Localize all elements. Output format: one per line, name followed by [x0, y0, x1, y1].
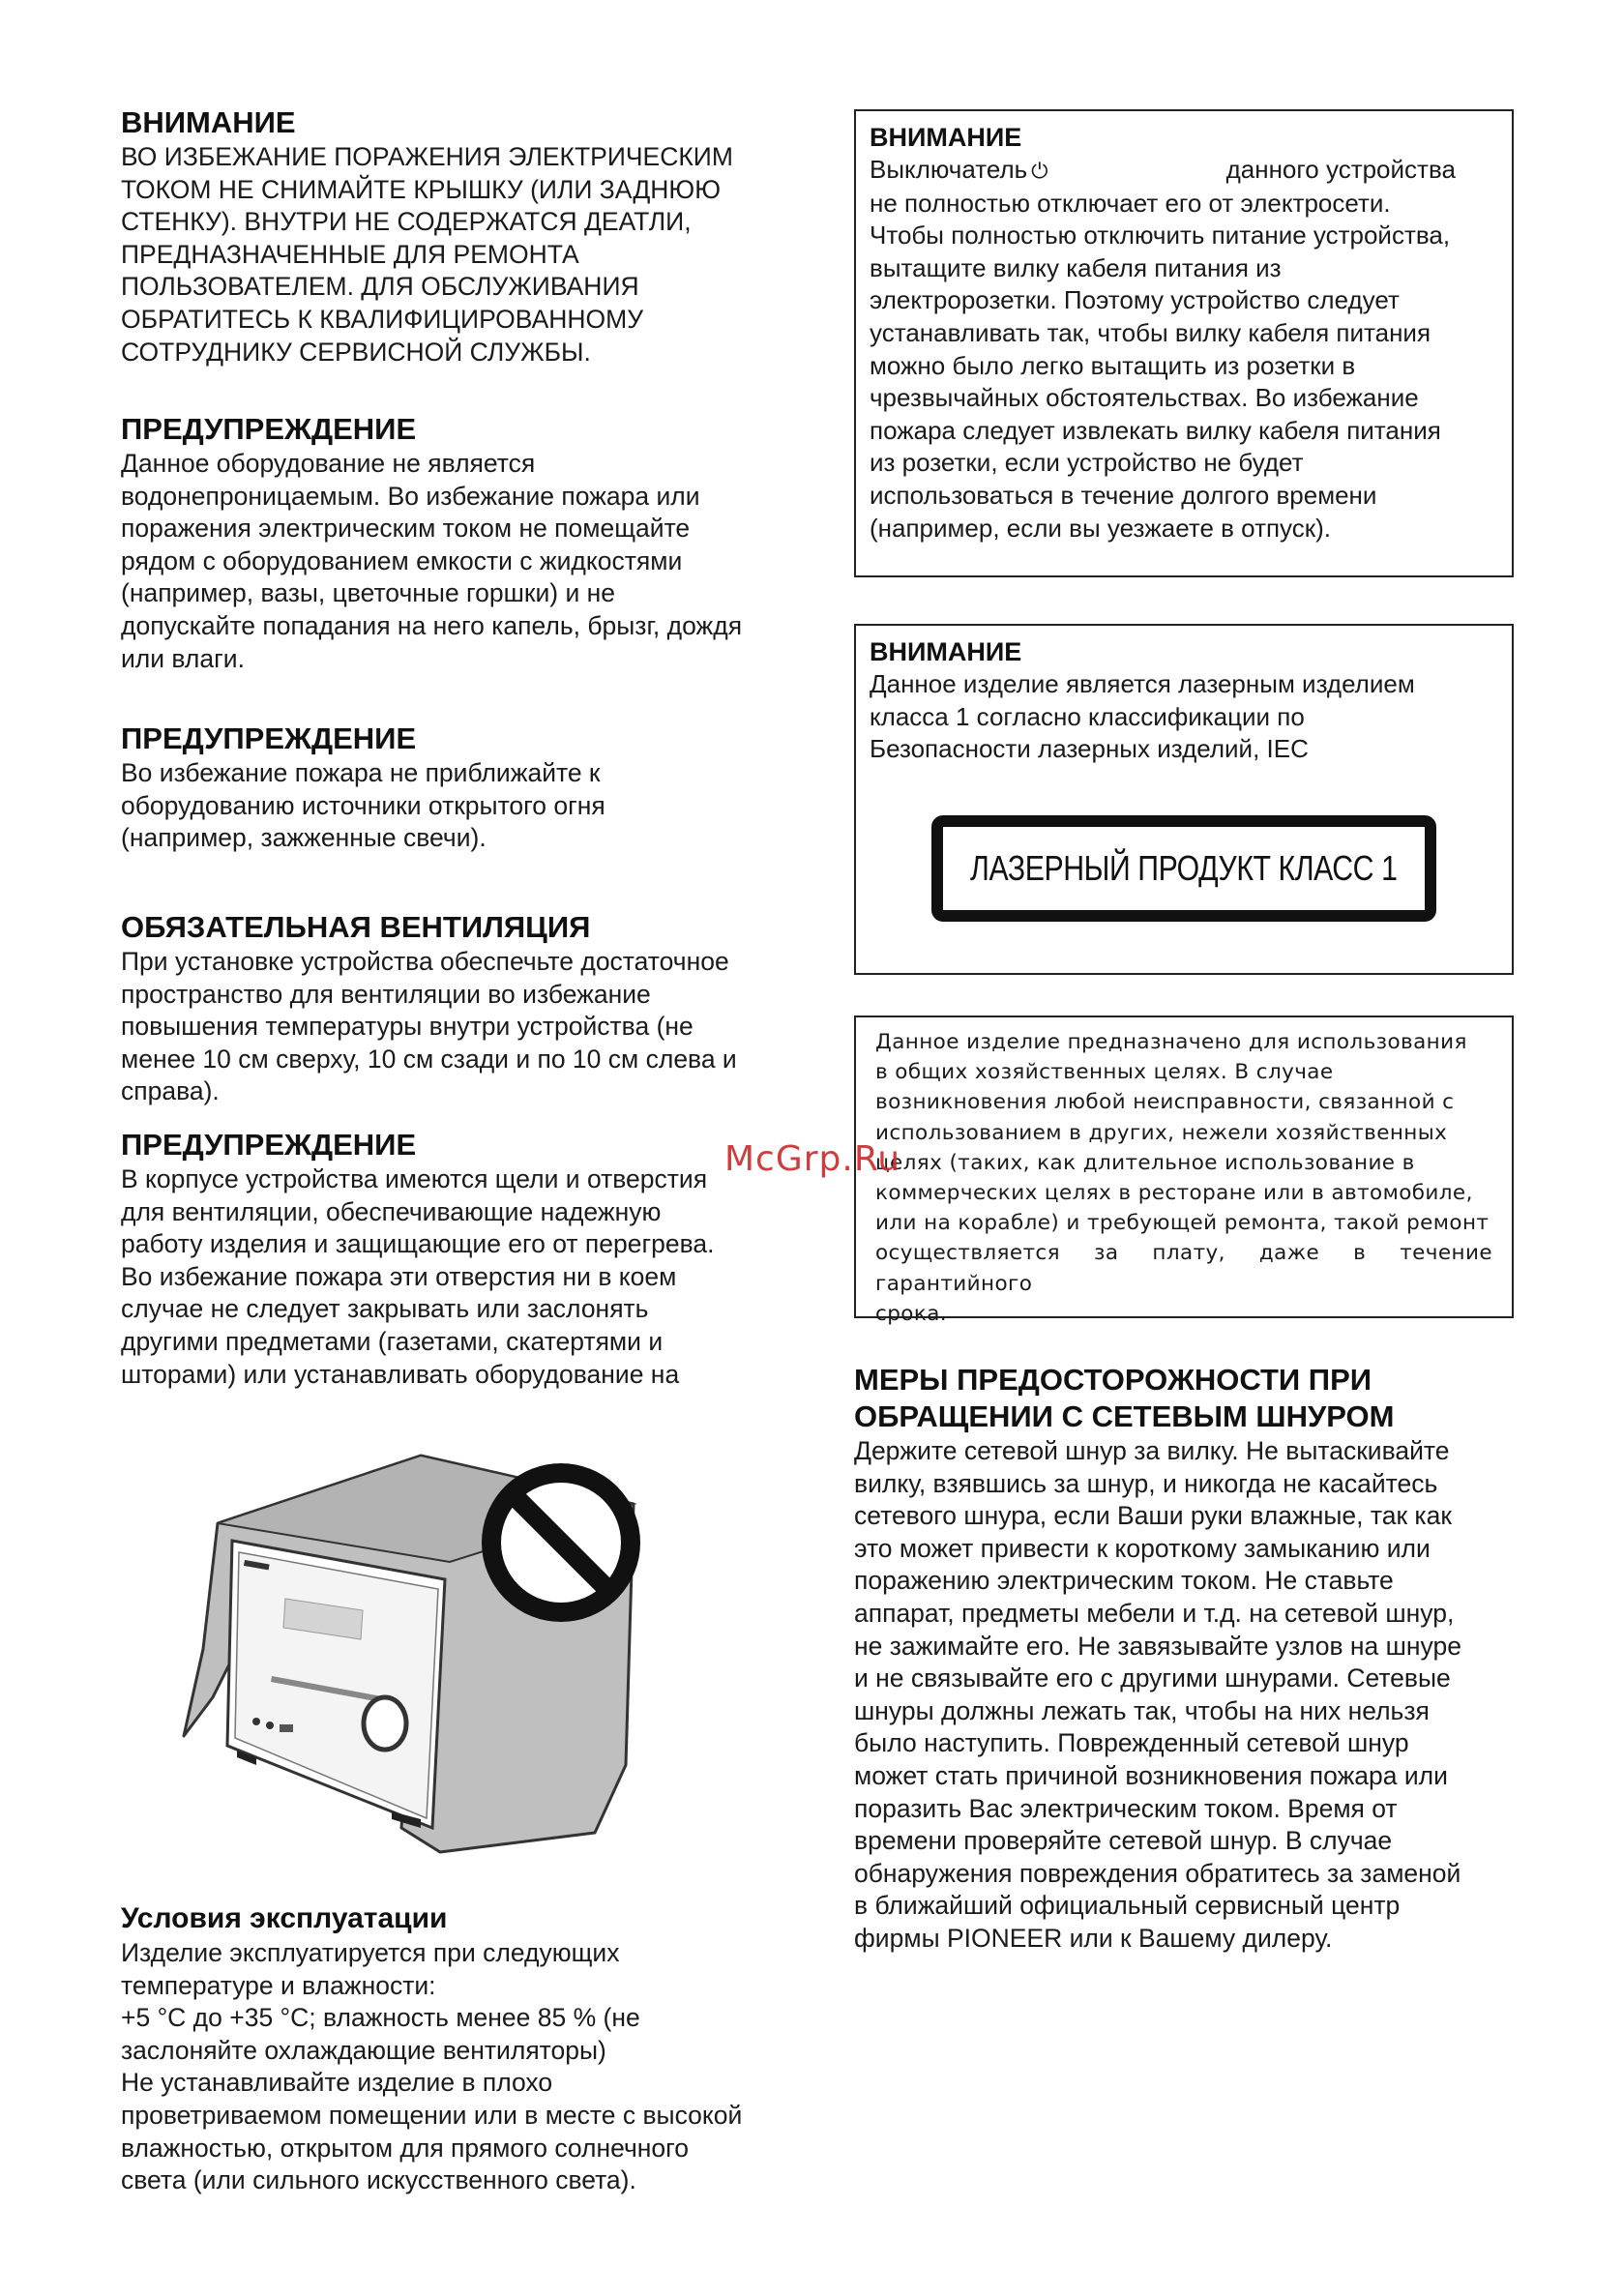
section-title: Условия эксплуатации [121, 1902, 448, 1934]
section-title: ПРЕДУПРЕЖДЕНИЕ [121, 412, 417, 446]
section-text: Во избежание пожара не приближайте к оборудованию источники открытого огня (например, зажженные свечи). [121, 758, 605, 853]
section-text: В корпусе устройства имеются щели и отверстия для вентиляции, обеспечивающие надежную работу изделия и защищающие его от перегрева. Во избежание пожара эти отверстия ни в коем случае не следует закрывать или заслонять другими предметами (газетами, скатертями и шторами) или устанавливать оборудование на [121, 1164, 715, 1389]
laser-class-label: ЛАЗЕРНЫЙ ПРОДУКТ КЛАСС 1 [931, 815, 1436, 922]
box-title: ВНИМАНИЕ [870, 637, 1022, 666]
household-use-notice [854, 1016, 1514, 1326]
section-text: Данное оборудование не является водонепроницаемым. Во избежание пожара или поражения электрическим током не помещайте рядом с оборудованием емкости с жидкостями (например, вазы, цветочные горшки) и не допускайте попадания на него капель, брызг, дождя или влаги. [121, 449, 743, 673]
box-title: ВНИМАНИЕ [870, 123, 1022, 152]
section-text: При установке устройства обеспечьте достаточное пространство для вентиляции во избежание повышения температуры внутри устройства (не менее 10 см сверху, 10 см сзади и по 10 см слева и справа). [121, 947, 737, 1106]
no-entry-icon [491, 1473, 631, 1612]
section-title: МЕРЫ ПРЕДОСТОРОЖНОСТИ ПРИ ОБРАЩЕНИИ С СЕТЕВЫМ ШНУРОМ [854, 1363, 1395, 1433]
watermark: McGrp.Ru [724, 1139, 901, 1179]
section-title: ПРЕДУПРЕЖДЕНИЕ [121, 721, 417, 755]
caution-box-laser [854, 624, 1514, 975]
section-title: ПРЕДУПРЕЖДЕНИЕ [121, 1128, 417, 1162]
section-caution-cover [121, 104, 798, 368]
section-operating-conditions [121, 1900, 798, 2197]
section-power-cord-precautions [854, 1362, 1512, 1956]
box-text: Выключатель ⏻ данного устройства не полностью отключает его от электросети. Чтобы полностью отключить питание устройства, вытащите вилку кабеля питания из электророзетки. Поэтому устройство следует устанавливать так, чтобы вилку кабеля питания можно было легко вытащить из розетки в чрезвычайных обстоятельствах. Во избежание пожара следует извлекать вилку кабеля питания из розетки, если устройство не будет использоваться в течение долгого времени (например, если вы уезжаете в отпуск). [870, 155, 1456, 543]
box-text: Данное изделие является лазерным изделием класса 1 согласно классификации по Безопасности лазерных изделий, IEC [870, 669, 1415, 764]
notice-text: Данное изделие предназначено для использования в общих хозяйственных целях. В случае возникновения любой неисправности, связанной с использованием в других, нежели хозяйственных целях (таких, как длительное использование в коммерческих целях в ресторане или в автомобиле, или на корабле) и требующей ремонта, такой ремонт осуществляется за плату, даже в течение гарантийного срока. [875, 1030, 1492, 1326]
covered-device-illustration [179, 1446, 682, 1871]
section-title: ВНИМАНИЕ [121, 105, 296, 139]
power-symbol-icon: ⏻ [1031, 159, 1048, 183]
section-ventilation [121, 909, 798, 1108]
section-text: Изделие эксплуатируется при следующих температуре и влажности: +5 °C до +35 °C; влажность менее 85 % (не заслоняйте охлаждающие вентиляторы) Не устанавливайте изделие в плохо проветриваемом помещении или в месте с высокой влажностью, открытом для прямого солнечного света (или сильного искусственного света). [121, 1938, 743, 2195]
section-warning-water [121, 411, 798, 675]
section-title: ОБЯЗАТЕЛЬНАЯ ВЕНТИЛЯЦИЯ [121, 910, 591, 944]
section-text: ВО ИЗБЕЖАНИЕ ПОРАЖЕНИЯ ЭЛЕКТРИЧЕСКИМ ТОКОМ НЕ СНИМАЙТЕ КРЫШКУ (ИЛИ ЗАДНЮЮ СТЕНКУ). ВНУТРИ НЕ СОДЕРЖАТСЯ ДЕАТЛИ, ПРЕДНАЗНАЧЕННЫЕ ДЛЯ РЕМОНТА ПОЛЬЗОВАТЕЛЕМ. ДЛЯ ОБСЛУЖИВАНИЯ ОБРАТИТЕСЬ К КВАЛИФИЦИРОВАННОМУ СОТРУДНИКУ СЕРВИСНОЙ СЛУЖБЫ. [121, 142, 733, 367]
section-warning-fire [121, 721, 798, 855]
caution-box-power-switch [854, 109, 1514, 577]
section-text: Держите сетевой шнур за вилку. Не вытаскивайте вилку, взявшись за шнур, и никогда не касайтесь сетевого шнура, если Ваши руки влажные, так как это может привести к короткому замыканию или поражению электрическим током. Не ставьте аппарат, предметы мебели и т.д. на сетевой шнур, не зажимайте его. Не завязывайте узлов на шнуре и не связывайте его с другими шнурами. Сетевые шнуры должны лежать так, чтобы на них нельзя было наступить. Поврежденный сетевой шнур может стать причиной возникновения пожара или поразить Вас электрическим током. Время от времени проверяйте сетевой шнур. В случае обнаружения повреждения обратитесь за заменой в ближайший официальный сервисный центр фирмы PIONEER или к Вашему дилеру. [854, 1436, 1461, 1953]
section-warning-openings [121, 1127, 798, 1391]
